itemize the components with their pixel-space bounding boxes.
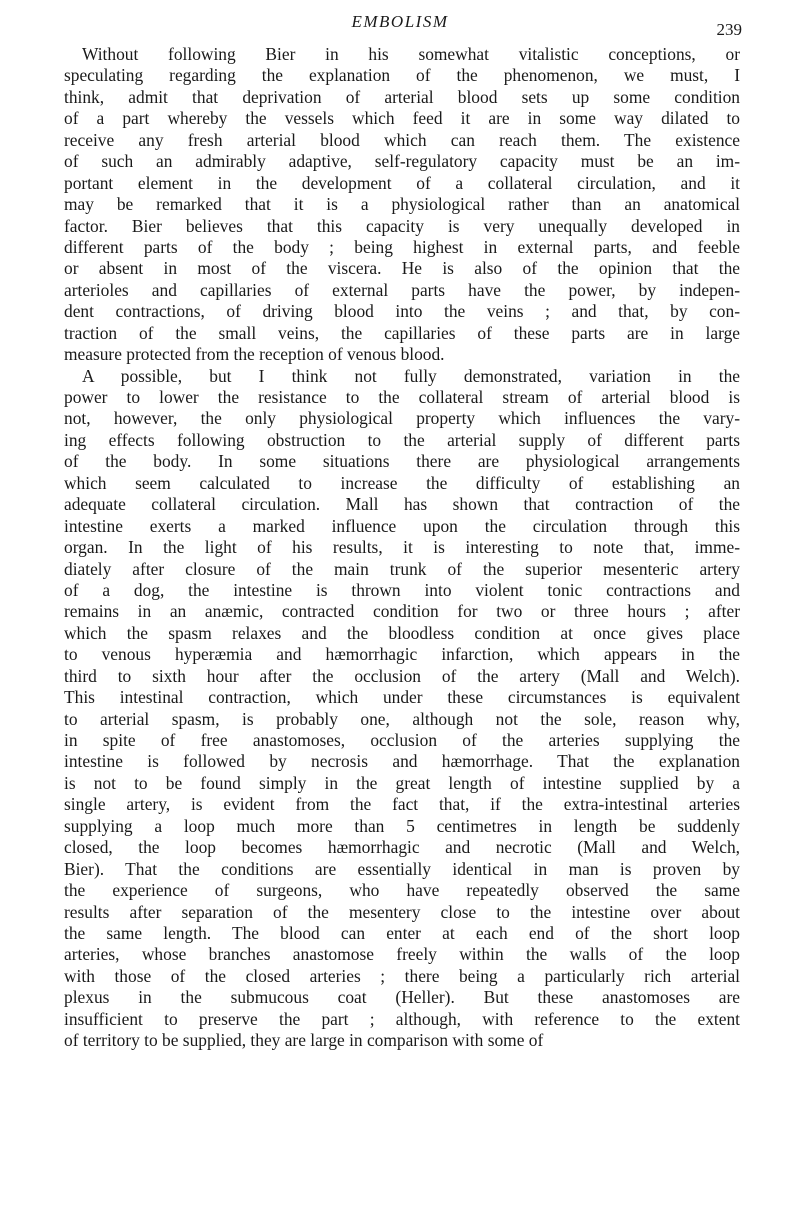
text-line: speculating regarding the explanation of the phenomenon, we must, I (64, 65, 740, 86)
text-line: is not to be found simply in the great length of intestine supplied by a (64, 772, 740, 793)
text-line: not, however, the only physiological property which influences the vary- (64, 408, 740, 429)
text-line: of such an admirably adaptive, self-regulatory capacity must be an im- (64, 151, 740, 172)
text-line: receive any fresh arterial blood which can reach them. The existence (64, 129, 740, 150)
text-line: remains in an anæmic, contracted condition for two or three hours ; after (64, 601, 740, 622)
running-title: EMBOLISM (351, 12, 449, 31)
text-line: single artery, is evident from the fact that, if the extra-intestinal arteries (64, 794, 740, 815)
text-line: results after separation of the mesentery close to the intestine over about (64, 901, 740, 922)
text-line: ing effects following obstruction to the arterial supply of different parts (64, 429, 740, 450)
text-line: which the spasm relaxes and the bloodless condition at once gives place (64, 622, 740, 643)
text-line: diately after closure of the main trunk of the superior mesenteric artery (64, 558, 740, 579)
text-line: the same length. The blood can enter at each end of the short loop (64, 922, 740, 943)
text-line: which seem calculated to increase the difficulty of establishing an (64, 472, 740, 493)
text-line: factor. Bier believes that this capacity is very unequally developed in (64, 215, 740, 236)
text-line: closed, the loop becomes hæmorrhagic and necrotic (Mall and Welch, (64, 837, 740, 858)
text-line: third to sixth hour after the occlusion of the artery (Mall and Welch). (64, 665, 740, 686)
text-line: of a part whereby the vessels which feed it are in some way dilated to (64, 108, 740, 129)
text-line: organ. In the light of his results, it is interesting to note that, imme- (64, 537, 740, 558)
text-line: supplying a loop much more than 5 centimetres in length be suddenly (64, 815, 740, 836)
text-line: plexus in the submucous coat (Heller). But these anastomoses are (64, 987, 740, 1008)
text-line: intestine is followed by necrosis and hæmorrhage. That the explanation (64, 751, 740, 772)
text-line: adequate collateral circulation. Mall has shown that contraction of the (64, 494, 740, 515)
text-line: power to lower the resistance to the collateral stream of arterial blood is (64, 387, 740, 407)
page-number: 239 (716, 20, 742, 39)
paragraph (64, 44, 740, 366)
text-line: in spite of free anastomoses, occlusion of the arteries supplying the (64, 730, 740, 750)
text-line: of a dog, the intestine is thrown into violent tonic contractions and (64, 579, 740, 600)
text-line: Bier). That the conditions are essentially identical in man is proven by (64, 858, 740, 879)
text-line: intestine exerts a marked influence upon the circulation through this (64, 515, 740, 536)
text-line: arterioles and capillaries of external parts have the power, by indepen- (64, 279, 740, 300)
text-line: with those of the closed arteries ; there being a particularly rich arterial (64, 965, 740, 986)
text-line: the experience of surgeons, who have repeatedly observed the same (64, 880, 740, 901)
text-line: measure protected from the reception of venous blood. (64, 344, 445, 365)
text-line: portant element in the development of a collateral circulation, and it (64, 172, 740, 193)
text-line: arteries, whose branches anastomose freely within the walls of the loop (64, 944, 740, 965)
text-line: insufficient to preserve the part ; although, with reference to the extent (64, 1008, 740, 1029)
text-line: of territory to be supplied, they are large in comparison with some of (64, 1030, 544, 1051)
text-line: different parts of the body ; being highest in external parts, and feeble (64, 236, 740, 257)
text-line: traction of the small veins, the capillaries of these parts are in large (64, 322, 740, 343)
body-text (64, 44, 740, 1052)
text-line: may be remarked that it is a physiological rather than an anatomical (64, 194, 740, 215)
text-line: think, admit that deprivation of arterial blood sets up some condition (64, 86, 740, 107)
running-head (0, 6, 800, 39)
text-line: or absent in most of the viscera. He is also of the opinion that the (64, 258, 740, 279)
text-line: Without following Bier in his somewhat vitalistic conceptions, or (82, 44, 740, 64)
paragraph (64, 366, 740, 1052)
text-line: to venous hyperæmia and hæmorrhagic infarction, which appears in the (64, 644, 740, 665)
text-line: dent contractions, of driving blood into the veins ; and that, by con- (64, 301, 740, 322)
text-line: A possible, but I think not fully demonstrated, variation in the (82, 365, 740, 386)
text-line: of the body. In some situations there are physiological arrangements (64, 451, 740, 472)
text-line: This intestinal contraction, which under these circumstances is equivalent (64, 687, 740, 708)
text-line: to arterial spasm, is probably one, although not the sole, reason why, (64, 708, 740, 729)
